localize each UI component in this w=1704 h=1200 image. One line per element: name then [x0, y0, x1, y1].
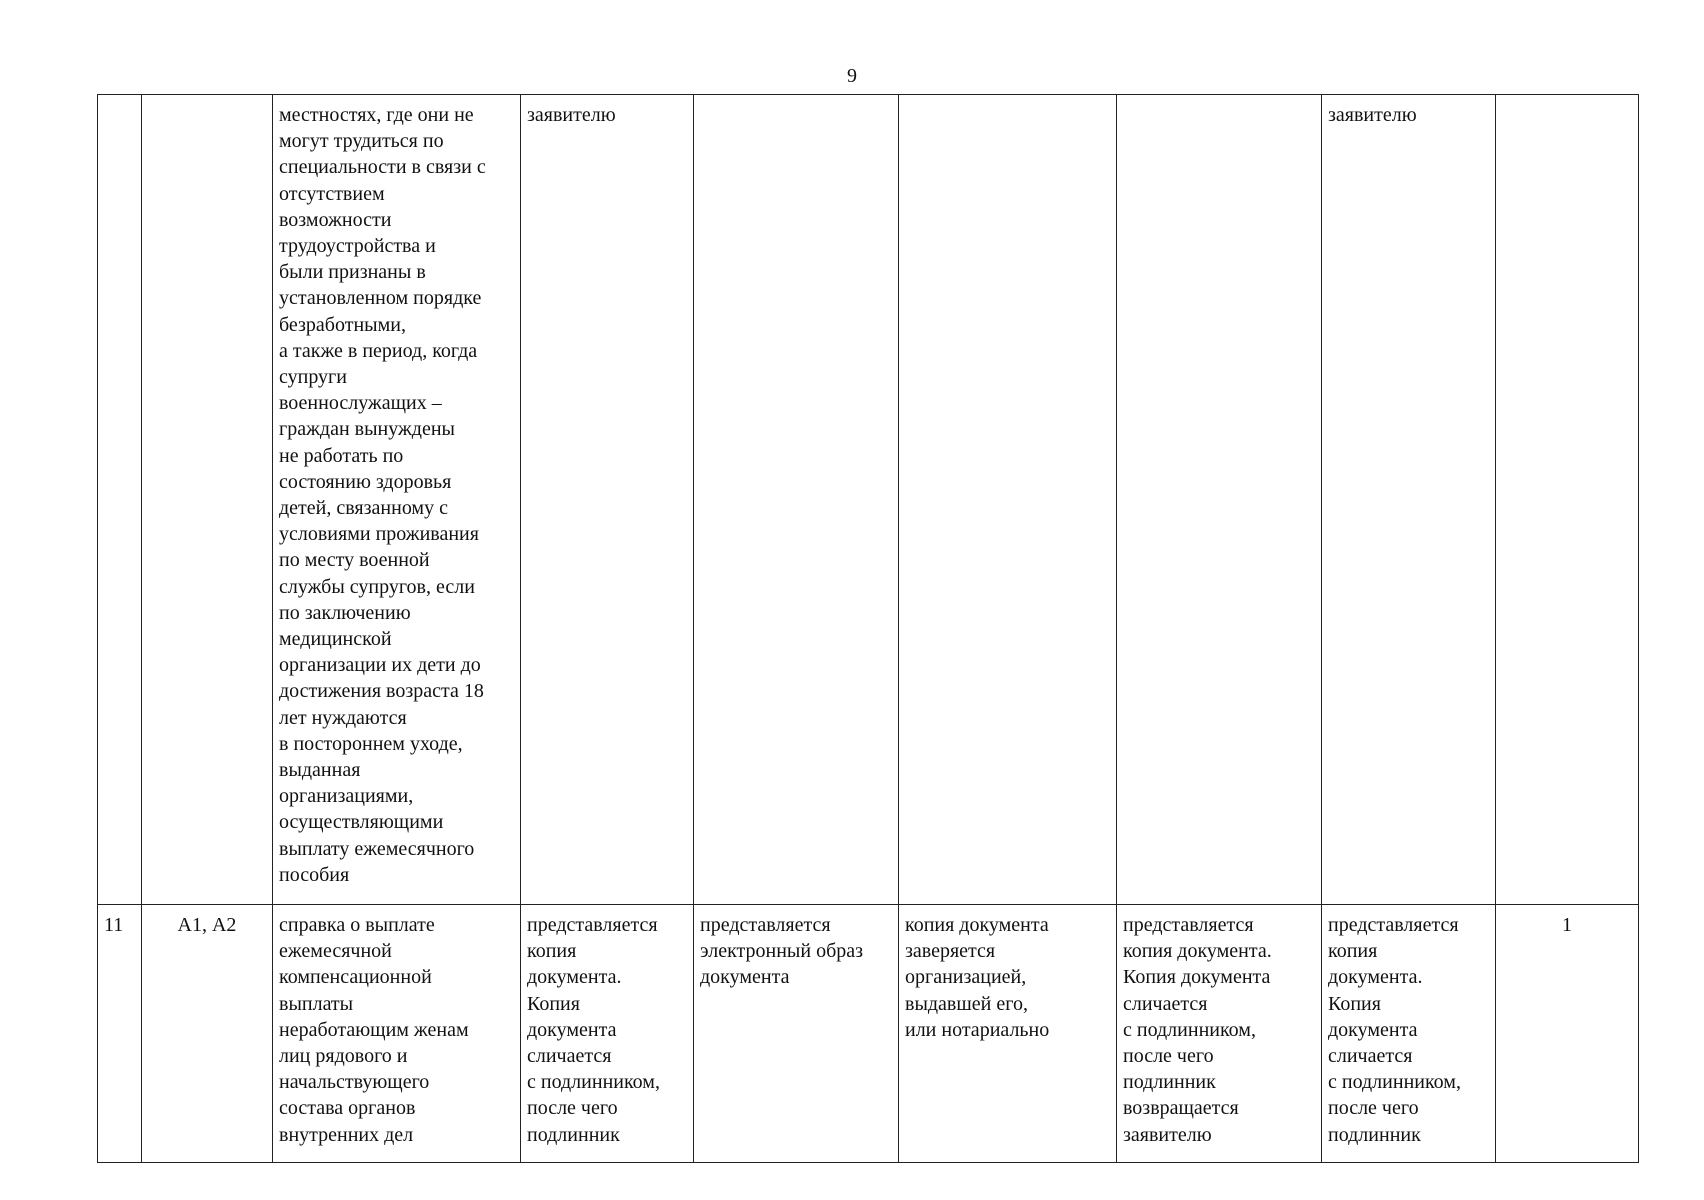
table-row [98, 95, 1639, 905]
column-4-cell [521, 95, 694, 905]
column-5-cell [694, 905, 899, 1163]
column-9-text: 1 [1562, 914, 1572, 936]
applicant-category: А1, А2 [177, 914, 237, 936]
column-4-text: представляется копия документа. Копия документа сличается с подлинником, после чего подлинник [527, 914, 660, 1146]
column-8-text: представляется копия документа. Копия документа сличается с подлинником, после чего подлинник [1328, 914, 1461, 1146]
column-9-cell [1496, 95, 1639, 905]
column-7-cell [1117, 905, 1322, 1163]
column-7-cell [1117, 95, 1322, 905]
document-name: местностях, где они не могут трудиться по специальности в связи с отсутствием возможности трудоустройства и были признаны в установленном порядке безработными, а также в период, когда супруги военнослужащих – граждан вынуждены не работать по состоянию здоровья детей, связанному с условиями проживания по месту военной службы супругов, если по заключению медицинской организации их дети до достижения возраста 18 лет нуждаются в постороннем уходе, выданная организациями, осуществляющими выплату ежемесячного пособия [279, 104, 486, 886]
column-8-text: заявителю [1328, 104, 1417, 126]
column-6-cell [899, 905, 1117, 1163]
document-name-cell [273, 905, 521, 1163]
column-9-cell [1496, 905, 1639, 1163]
column-8-cell [1322, 905, 1496, 1163]
row-number: 11 [104, 914, 124, 936]
document-name: справка о выплате ежемесячной компенсационной выплаты неработающим женам лиц рядового и начальствующего состава органов внутренних дел [279, 914, 469, 1146]
column-8-cell [1322, 95, 1496, 905]
column-7-text: представляется копия документа. Копия документа сличается с подлинником, после чего подлинник возвращается заявителю [1123, 914, 1272, 1146]
category-cell [142, 905, 273, 1163]
column-5-cell [694, 95, 899, 905]
row-number-cell [98, 95, 142, 905]
page-number: 9 [847, 65, 857, 87]
column-6-cell [899, 95, 1117, 905]
document-name-cell [273, 95, 521, 905]
row-number-cell [98, 905, 142, 1163]
column-4-text: заявителю [527, 104, 616, 126]
column-6-text: копия документа заверяется организацией, выдавшей его, или нотариально [905, 914, 1050, 1041]
table-row [98, 905, 1639, 1163]
column-5-text: представляется электронный образ документа [700, 914, 864, 989]
category-cell [142, 95, 273, 905]
document-table [97, 94, 1639, 1163]
column-4-cell [521, 905, 694, 1163]
